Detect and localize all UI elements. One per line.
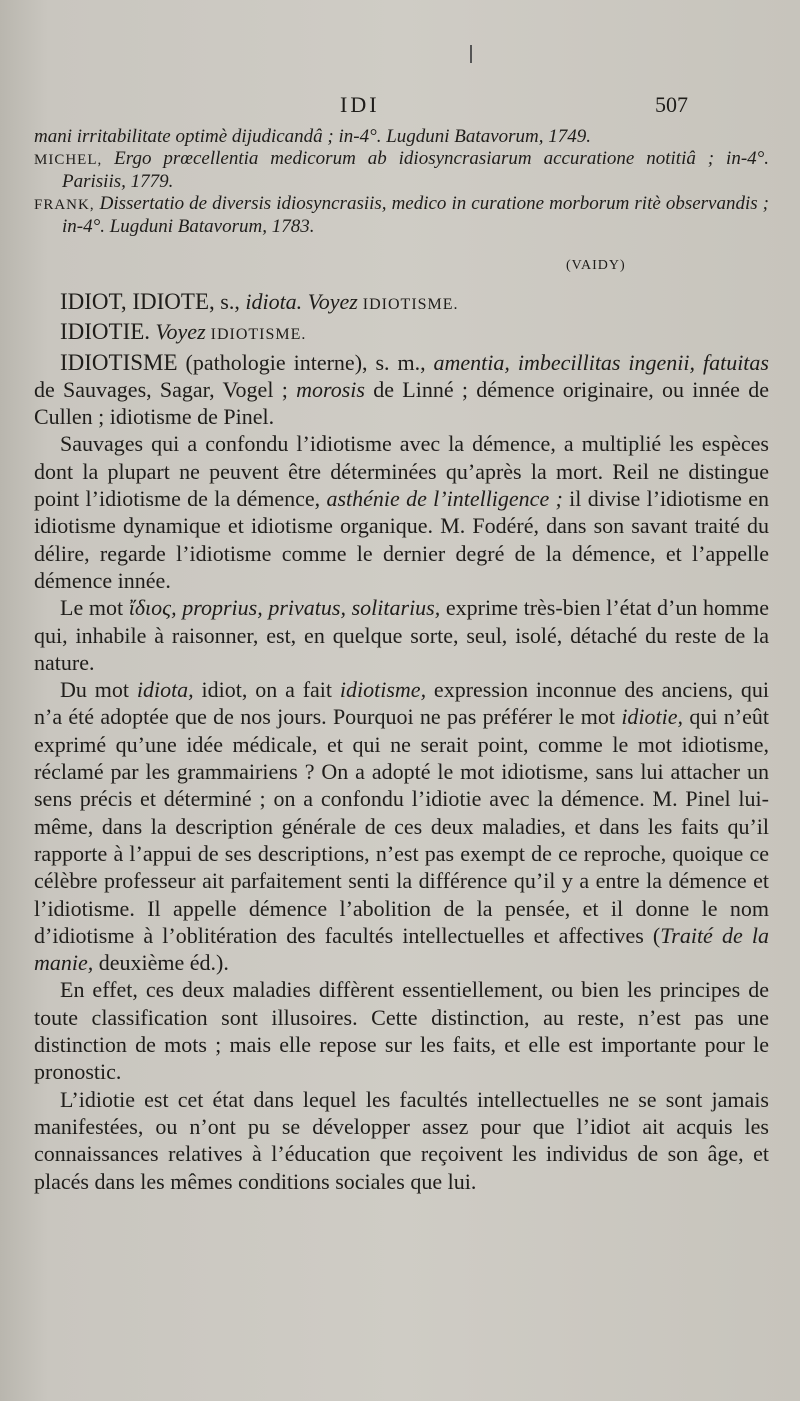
page-mark — [470, 45, 472, 63]
paragraph: Sauvages qui a confondu l’idiotisme avec la démence, a multiplié les espèces dont la plupart ne peuvent être déterminées qu’après la mort. Reil ne distingue point l’idiotisme de la démence, asthénie de l’intelligence ; il divise l’idiotisme en idiotisme dynamique et idiotisme organique. M. Fodéré, dans son savant traité du délire, regarde l’idiotisme comme le dernier degré de la démence, et l’appelle démence innée. — [34, 431, 769, 593]
entry-idiot: IDIOT, IDIOTE, s., idiota. Voyez IDIOTISME. — [60, 289, 459, 314]
author-name: FRANK, — [34, 197, 95, 213]
author-name: MICHEL, — [34, 152, 103, 168]
page-number: 507 — [655, 92, 688, 117]
cross-reference: IDIOTISME. — [205, 326, 307, 344]
running-title: IDI — [340, 92, 380, 117]
paragraph: Du mot idiota, idiot, on a fait idiotisme, expression inconnue des anciens, qui n’a été adoptée que de nos jours. Pourquoi ne pas préférer le mot idiotie, qui n’eût exprimé qu’une idée médicale, et qui ne serait point, comme le mot idiotisme, réclamé par les grammairiens ? On a adopté le mot idiotisme, sans lui attacher un sens précis et déterminé ; on a confondu l’idiotie avec la démence. M. Pinel lui-même, dans la description générale de ces deux maladies, et dans les faits qu’il rapporte à l’appui de ses descriptions, n’est pas exempt de ce reproche, quoique ce célèbre professeur ait parfaitement senti la différence qu’il y a entre la démence et l’idiotisme. Il appelle démence l’abolition de la pensée, et il donne le nom d’idiotisme à l’oblitération des facultés intellectuelles et affectives (Traité de la manie, deuxième éd.). — [34, 677, 770, 976]
bibliography-block — [34, 126, 769, 238]
entry-idiotisme: IDIOTISME (pathologie interne), s. m., amentia, imbecillitas ingenii, fatuitas de Sauvages, Sagar, Vogel ; morosis de Linné ; démence originaire, ou innée de Cullen ; idiotisme de Pinel. — [34, 349, 769, 430]
paragraph: En effet, ces deux maladies diffèrent essentiellement, ou bien les principes de toute classification sont illusoires. Cette distinction, au reste, n’est pas une distinction de mots ; mais elle repose sur les faits, et elle est importante pour le pronostic. — [34, 977, 769, 1085]
cross-reference: IDIOTISME. — [357, 296, 459, 313]
article-body — [34, 288, 769, 1195]
bibliography-entry: mani irritabilitate optimè dijudicandâ ; in-4°. Lugduni Batavorum, 1749. — [34, 126, 591, 147]
entry-idiotie: IDIOTIE. Voyez IDIOTISME. — [60, 319, 307, 345]
author-signature: (VAIDY) — [566, 258, 626, 273]
bibliography-entry: FRANK, Dissertatio de diversis idiosyncrasiis, medico in curatione morborum ritè observandis ; in-4°. Lugduni Batavorum, 1783. — [34, 193, 769, 237]
paragraph: Le mot ἴδιος, proprius, privatus, solitarius, exprime très-bien l’état d’un homme qui, inhabile à raisonner, est, en quelque sorte, seul, isolé, détaché du reste de la nature. — [34, 595, 770, 675]
bibliography-entry: MICHEL, Ergo prœcellentia medicorum ab idiosyncrasiarum accuratione notitiâ ; in-4°. Parisiis, 1779. — [34, 148, 769, 192]
paragraph: L’idiotie est cet état dans lequel les facultés intellectuelles ne se sont jamais manifestées, ou n’ont pu se développer assez pour que l’idiot ait acquis les connaissances relatives à l’éducation que reçoivent les individus de son âge, et placés dans les mêmes conditions sociales que lui. — [34, 1086, 769, 1194]
